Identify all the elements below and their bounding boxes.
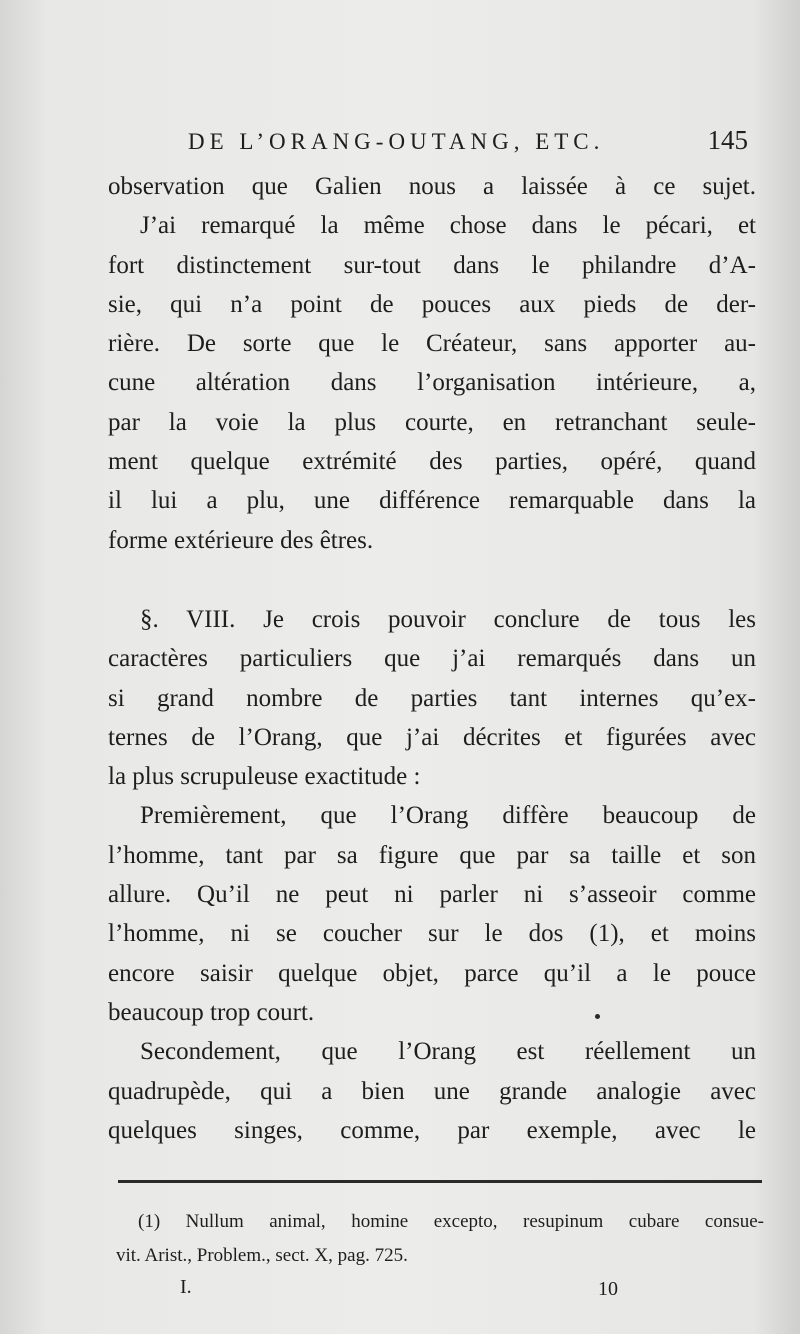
page-header [188,125,748,165]
signature-mark: I. [180,1276,192,1298]
text-line: quelques singes, comme, par exemple, avec le [108,1116,756,1144]
text-line: Secondement, que l’Orang est réellement un [140,1038,756,1066]
text-line: la plus scrupuleuse exactitude : [108,763,421,791]
footnote [116,1205,764,1273]
text-line: Premièrement, que l’Orang diffère beaucoup de [140,802,756,830]
paragraph-gap [108,560,756,600]
text-line: J’ai remarqué la même chose dans le pécari, et [140,212,756,240]
body-text [108,167,756,1150]
text-line: observation que Galien nous a laissée à ce sujet. [108,173,756,200]
text-line: sie, qui n’a point de pouces aux pieds de der- [108,290,756,318]
text-line: ment quelque extrémité des parties, opéré, quand [108,448,756,476]
text-line: il lui a plu, une différence remarquable dans la [108,487,756,515]
text-line: l’homme, ni se coucher sur le dos (1), et moins [108,920,756,948]
text-line: beaucoup trop court. [108,998,315,1026]
text-line: l’homme, tant par sa figure que par sa taille et son [108,841,756,869]
footnote-line: (1) Nullum animal, homine excepto, resupinum cubare consue- [138,1211,764,1232]
text-line: ternes de l’Orang, que j’ai décrites et figurées avec [108,723,756,751]
running-title: DE L’ORANG-OUTANG, ETC. [188,129,605,154]
folio-mark: 10 [598,1278,618,1300]
text-line: caractères particuliers que j’ai remarqués dans un [108,645,756,673]
text-line: allure. Qu’il ne peut ni parler ni s’asseoir comme [108,881,756,909]
footnote-rule [118,1180,762,1183]
text-line: fort distinctement sur-tout dans le philandre d’A- [108,251,756,279]
text-line: forme extérieure des êtres. [108,526,374,554]
footnote-line: vit. Arist., Problem., sect. X, pag. 725. [116,1245,408,1266]
ink-speck [595,1014,600,1019]
text-line: par la voie la plus courte, en retranchant seule- [108,408,756,436]
text-line: encore saisir quelque objet, parce qu’il a le pouce [108,959,756,987]
text-line: si grand nombre de parties tant internes qu’ex- [108,684,756,712]
page-number: 145 [707,125,748,155]
text-line: quadrupède, qui a bien une grande analogie avec [108,1077,756,1105]
text-line: cune altération dans l’organisation intérieure, a, [108,369,756,397]
text-line: rière. De sorte que le Créateur, sans apporter au- [108,330,756,358]
section-heading-line: §. VIII. Je crois pouvoir conclure de tous les [140,605,756,633]
